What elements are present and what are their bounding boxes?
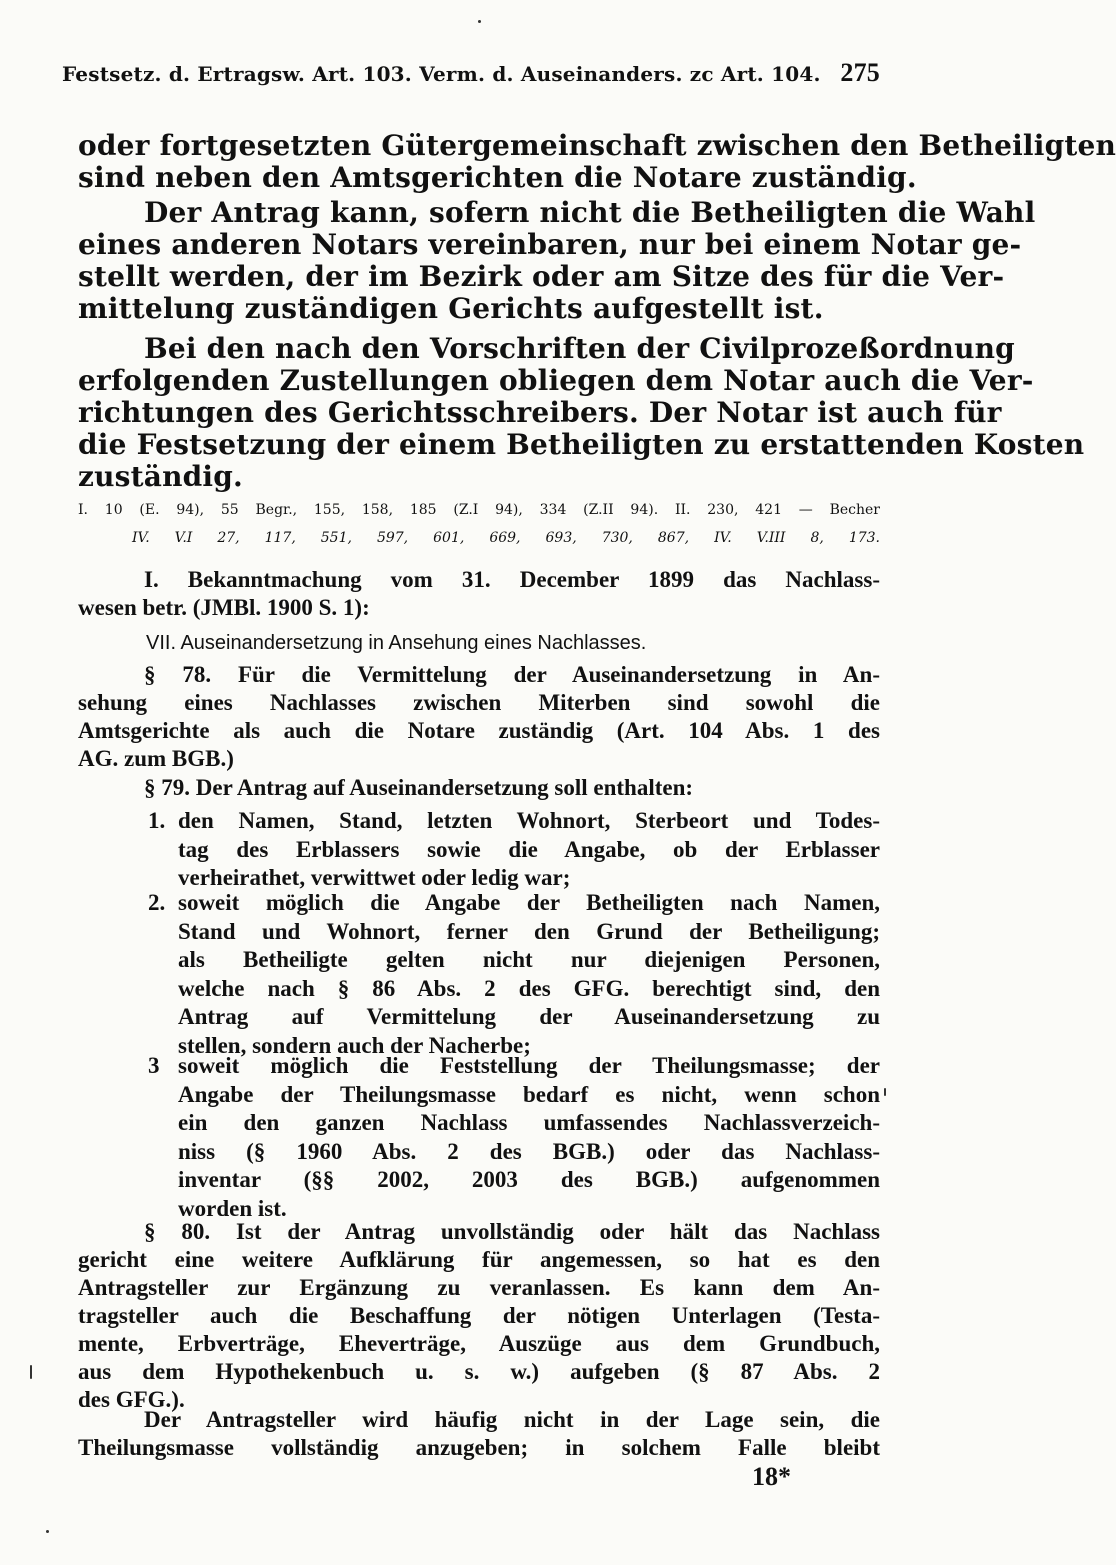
item-number: 1. — [148, 808, 166, 833]
text-line: niss (§ 1960 Abs. 2 des BGB.) oder das Nachlass- — [178, 1138, 880, 1164]
text-line: AG. zum BGB.) — [78, 746, 234, 771]
text-line: welche nach § 86 Abs. 2 des GFG. berechtigt sind, den — [178, 975, 880, 1001]
fraktur-paragraph-1 — [78, 129, 1116, 194]
text-line: Theilungsmasse vollständig anzugeben; in solchem Falle bleibt — [78, 1435, 880, 1460]
text-line: worden ist. — [178, 1195, 287, 1221]
citation-references — [78, 496, 880, 552]
text-line: richtungen des Gerichtsschreibers. Der Notar ist auch für — [78, 396, 1002, 429]
text-line: verheirathet, verwittwet oder ledig war; — [178, 865, 571, 890]
list-item — [78, 807, 880, 893]
item-number: 2. — [148, 890, 166, 915]
fraktur-paragraph-2 — [78, 196, 1036, 325]
text-line: aus dem Hypothekenbuch u. s. w.) aufgeben (§ 87 Abs. 2 — [78, 1359, 880, 1384]
text-line: sehung eines Nachlasses zwischen Miterben sind sowohl die — [78, 690, 880, 715]
text-line: Antrag auf Vermittelung der Auseinandersetzung zu — [178, 1004, 880, 1029]
print-speck — [46, 1530, 49, 1533]
citation-line: IV. V.I 27, 117, 551, 597, 601, 669, 693, 730, 867, IV. V.III 8, 173. — [132, 530, 880, 546]
text-line: mente, Erbverträge, Eheverträge, Auszüge aus dem Grundbuch, — [78, 1331, 880, 1356]
text-line: Der Antragsteller wird häufig nicht in der Lage sein, die — [144, 1407, 880, 1432]
fraktur-paragraph-3 — [78, 332, 1085, 493]
section-79-intro — [78, 774, 880, 802]
list-item — [78, 889, 880, 1061]
text-line: als Betheiligte gelten nicht nur diejenigen Personen, — [178, 947, 880, 972]
text-line: zuständig. — [78, 460, 243, 493]
text-line: erfolgenden Zustellungen obliegen dem Notar auch die Ver- — [78, 364, 1034, 397]
text-line: wesen betr. (JMBl. 1900 S. 1): — [78, 595, 370, 620]
signature-mark: 18* — [752, 1462, 791, 1491]
print-speck — [30, 1365, 32, 1379]
running-title: Festsetz. d. Ertragsw. Art. 103. Verm. d. Auseinanders. zc Art. 104. — [62, 62, 821, 86]
text-line: oder fortgesetzten Gütergemeinschaft zwischen den Betheiligten — [78, 129, 1116, 162]
text-line: § 78. Für die Vermittelung der Auseinandersetzung in An- — [144, 662, 880, 687]
citation-line: I. 10 (E. 94), 55 Begr., 155, 158, 185 (Z.I 94), 334 (Z.II 94). II. 230, 421 — Becher — [78, 502, 880, 518]
text-line: soweit möglich die Angabe der Betheiligten nach Namen, — [178, 890, 880, 915]
section-subheading: VII. Auseinandersetzung in Ansehung eines Nachlasses. — [146, 632, 647, 654]
text-line: des GFG.). — [78, 1387, 185, 1412]
announcement-heading — [78, 566, 880, 622]
text-line: gericht eine weitere Aufklärung für angemessen, so hat es den — [78, 1247, 880, 1272]
page-number: 275 — [840, 58, 880, 87]
text-line: den Namen, Stand, letzten Wohnort, Sterbeort und Todes- — [178, 808, 880, 833]
text-line: ein den ganzen Nachlass umfassendes Nachlassverzeich- — [178, 1110, 880, 1135]
print-speck — [478, 20, 481, 23]
text-line: soweit möglich die Feststellung der Theilungsmasse; der — [178, 1053, 880, 1078]
text-line: Amtsgerichte als auch die Notare zuständig (Art. 104 Abs. 1 des — [78, 718, 880, 743]
text-line: Antragsteller zur Ergänzung zu veranlassen. Es kann dem An- — [78, 1275, 880, 1300]
text-line: tag des Erblassers sowie die Angabe, ob der Erblasser — [178, 836, 880, 862]
section-78 — [78, 661, 880, 773]
text-line: mittelung zuständigen Gerichts aufgestellt ist. — [78, 292, 824, 325]
section-80 — [78, 1218, 880, 1414]
text-line: die Festsetzung der einem Betheiligten zu erstattenden Kosten — [78, 428, 1085, 461]
final-paragraph — [78, 1406, 880, 1462]
text-line: Bei den nach den Vorschriften der Civilprozeßordnung — [144, 332, 1015, 365]
text-line: stellt werden, der im Bezirk oder am Sitze des für die Ver- — [78, 260, 1005, 293]
list-item — [78, 1052, 880, 1224]
print-speck — [884, 1088, 886, 1096]
text-line: Der Antrag kann, sofern nicht die Betheiligten die Wahl — [144, 196, 1036, 229]
text-line: § 80. Ist der Antrag unvollständig oder hält das Nachlass — [144, 1219, 880, 1244]
text-line: tragsteller auch die Beschaffung der nötigen Unterlagen (Testa- — [78, 1303, 880, 1328]
text-line: eines anderen Notars vereinbaren, nur bei einem Notar ge- — [78, 228, 1022, 261]
text-line: Stand und Wohnort, ferner den Grund der Betheiligung; — [178, 918, 880, 944]
item-number: 3 — [148, 1053, 160, 1078]
text-line: sind neben den Amtsgerichten die Notare zuständig. — [78, 161, 917, 194]
text-line: § 79. Der Antrag auf Auseinandersetzung soll enthalten: — [144, 775, 694, 800]
text-line: I. Bekanntmachung vom 31. December 1899 das Nachlass- — [144, 567, 880, 592]
text-line: Angabe der Theilungsmasse bedarf es nicht, wenn schon — [178, 1081, 880, 1107]
text-line: stellen, sondern auch der Nacherbe; — [178, 1032, 531, 1058]
text-line: inventar (§§ 2002, 2003 des BGB.) aufgenommen — [178, 1167, 880, 1192]
